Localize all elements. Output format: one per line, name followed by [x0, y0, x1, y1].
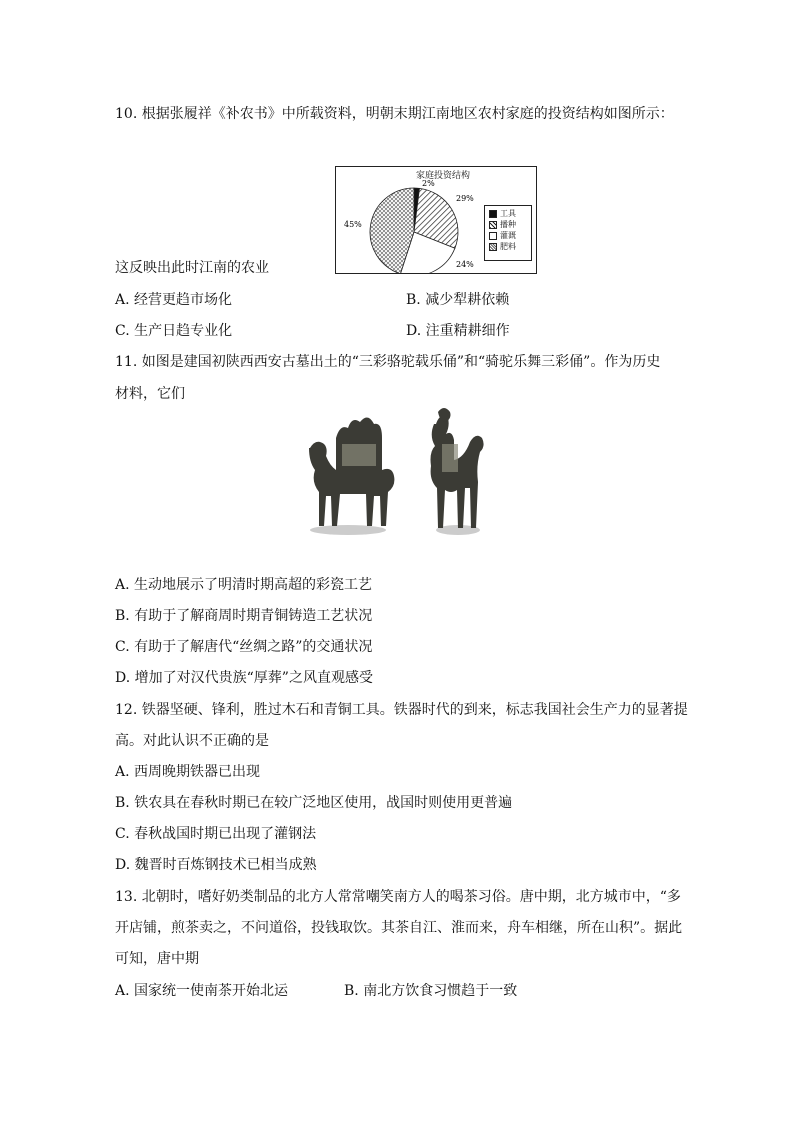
q12-option-c: C. 春秋战国时期已出现了灌钢法: [115, 826, 317, 842]
q13-stem-line2: 开店铺，煎茶卖之，不问道俗，投钱取饮。其茶自江、淮而来，舟车相继，所在山积”。据此: [115, 920, 683, 936]
q12-stem-line1: 12. 铁器坚硬、锋利，胜过木石和青铜工具。铁器时代的到来，标志我国社会生产力的显著提: [115, 702, 688, 718]
q11-stem-line1: 11. 如图是建国初陕西西安古墓出土的“三彩骆驼载乐俑”和“骑驼乐舞三彩俑”。作为历史: [115, 354, 661, 370]
q10-stem: 10. 根据张履祥《补农书》中所载资料，明朝末期江南地区农村家庭的投资结构如图所示：: [115, 106, 674, 122]
pie-label-irrigation: 24%: [456, 260, 474, 269]
legend-item-irrigation: 灌溉: [489, 230, 531, 241]
q11-option-d: D. 增加了对汉代贵族“厚葬”之风直观感受: [115, 670, 373, 686]
q11-option-a: A. 生动地展示了明清时期高超的彩瓷工艺: [115, 577, 373, 593]
chart-title: 家庭投资结构: [416, 171, 471, 181]
pie-label-fertilizer: 45%: [344, 220, 362, 229]
camel-figurines-photo: [298, 404, 498, 540]
q13-option-b: B. 南北方饮食习惯趋于一致: [344, 983, 518, 999]
q10-option-b: B. 减少犁耕依赖: [406, 292, 510, 308]
q10-option-a: A. 经营更趋市场化: [115, 292, 233, 308]
q13-option-a: A. 国家统一使南茶开始北运: [115, 983, 289, 999]
q10-lead: 这反映出此时江南的农业: [115, 260, 269, 276]
q10-option-c: C. 生产日趋专业化: [115, 323, 233, 339]
q12-option-b: B. 铁农具在春秋时期已在较广泛地区使用，战国时则使用更普遍: [115, 795, 513, 811]
pie-label-tools: 2%: [422, 179, 435, 188]
chart-legend: [484, 205, 532, 261]
q12-option-d: D. 魏晋时百炼钢技术已相当成熟: [115, 857, 317, 873]
q13-stem-line3: 可知，唐中期: [115, 951, 199, 967]
q12-option-a: A. 西周晚期铁器已出现: [115, 764, 261, 780]
camel-1-musicians: [336, 417, 382, 438]
legend-item-fertilizer: 肥料: [489, 241, 531, 252]
pie-label-sowing: 29%: [456, 194, 474, 203]
q12-stem-line2: 高。对此认识不正确的是: [115, 733, 269, 749]
q11-option-b: B. 有助于了解商周时期青铜铸造工艺状况: [115, 608, 373, 624]
q13-stem-line1: 13. 北朝时，嗜好奶类制品的北方人常常嘲笑南方人的喝茶习俗。唐中期，北方城市中，“多: [115, 889, 681, 905]
legend-item-tools: 工具: [489, 208, 531, 219]
q11-stem-line2: 材料，它们: [115, 386, 185, 402]
pie-chart: [335, 166, 537, 274]
q11-option-c: C. 有助于了解唐代“丝绸之路”的交通状况: [115, 639, 373, 655]
q10-option-d: D. 注重精耕细作: [406, 323, 510, 339]
legend-item-sowing: 播种: [489, 219, 531, 230]
